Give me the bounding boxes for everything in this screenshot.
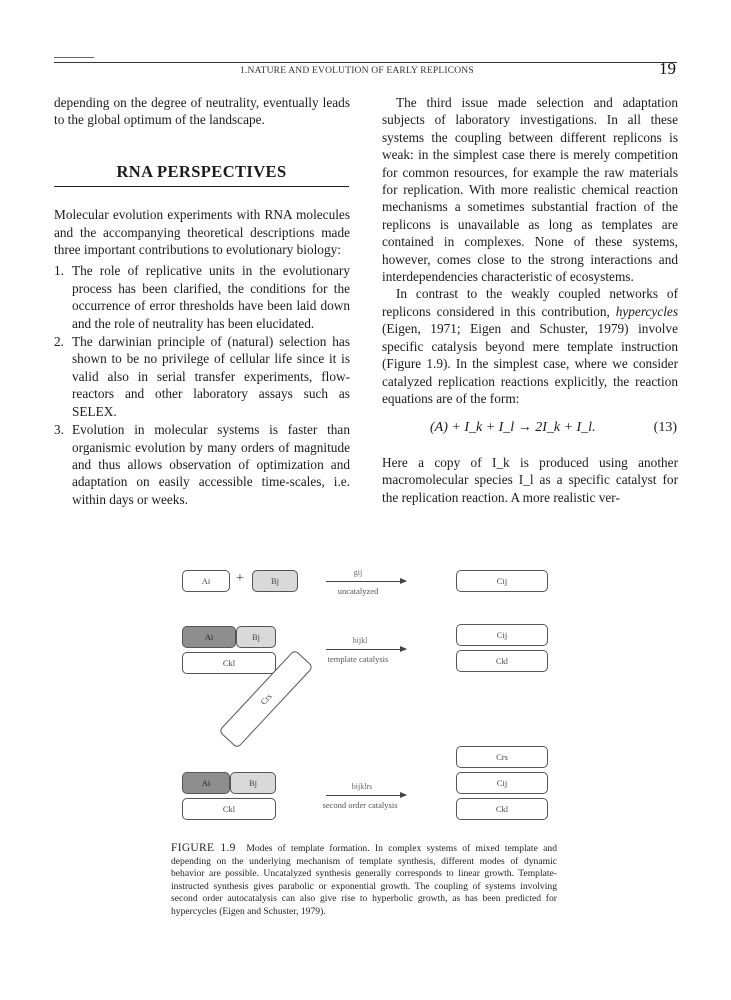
list-item-number: 1. xyxy=(54,263,64,279)
section-title: RNA PERSPECTIVES xyxy=(54,163,349,187)
box-crs-product: Crs xyxy=(456,746,548,768)
header-rule-short xyxy=(54,57,94,58)
paragraph-hypercycles xyxy=(382,285,678,407)
list-item-text: Evolution in molecular systems is faster than organismic evolution by many orders of magnitude and thus allows observation of optimization and adaptation on easily accessible time-scales, i.e. within days or weeks. xyxy=(72,422,350,507)
rate-label-second-order: bijklrs xyxy=(351,782,373,791)
reaction-arrow xyxy=(326,649,406,650)
reaction-arrow xyxy=(326,795,406,796)
paragraph-coupling: The third issue made selection and adaptation subjects of laboratory investigations. In all these systems the coupling between different replicons is weak: in the simplest case there is merely competition for common resources, for example the raw materials for replication. With more realistic chemical reaction mechanisms a sometimes substantial fraction of the replicons is unavailable as long as templates are contained in complexes. None of these systems, however, comes close to the strong interactions and interdependencies characteristic of ecosystems. xyxy=(382,95,678,285)
list-item-number: 3. xyxy=(54,422,64,438)
figure-caption-text: Modes of template formation. In complex systems of mixed template and depending on the underlying mechanism of template synthesis, different modes of dynamic behavior are possible. Uncatalyzed synthesis generally corresponds to linear growth. Template-instructed synthesis gives parabolic or exponential growth. The coupling of systems involving second order autocatalysis can also give rise to hyperbolic growth, as has been predicted for hypercycles (Eigen and Schuster, 1979). xyxy=(171,843,558,917)
list-item-text: The darwinian principle of (natural) selection has shown to be no privilege of cellular life since it is valid also in serial transfer experiments, flow-reactors and other laboratory assays such as SELEX. xyxy=(72,334,350,419)
paragraph-hypercycles-post: (Eigen, 1971; Eigen and Schuster, 1979) involve specific catalysis beyond mere template instruction (Figure 1.9). In the simplest case, where we consider catalyzed replication reactions explicitly, the reaction equations are of the form: xyxy=(382,321,678,406)
list-item-number: 2. xyxy=(54,334,64,350)
list-item xyxy=(54,421,350,508)
right-column xyxy=(382,94,678,506)
reaction-arrow xyxy=(326,581,406,582)
box-cij-product: Cij xyxy=(456,624,548,646)
figure-diagram xyxy=(170,560,570,835)
box-ckl-template: Ckl xyxy=(182,652,276,674)
box-bj-template: Bj xyxy=(236,626,276,648)
paragraph-copy: Here a copy of I_k is produced using another macromolecular species I_l as a specific catalyst for the replication reaction. A more realistic ver- xyxy=(382,454,678,505)
figure-caption xyxy=(171,842,557,919)
left-column xyxy=(54,94,350,509)
box-bj-second-order: Bj xyxy=(230,772,276,794)
box-bj: Bj xyxy=(252,570,298,592)
list-item xyxy=(54,333,350,420)
header-rule xyxy=(54,62,677,63)
box-ckl-product: Ckl xyxy=(456,650,548,672)
box-ai-second-order: Ai xyxy=(182,772,230,794)
box-ckl-second-order: Ckl xyxy=(182,798,276,820)
box-cij-product: Cij xyxy=(456,570,548,592)
running-head: 1.NATURE AND EVOLUTION OF EARLY REPLICONS xyxy=(240,66,474,76)
plus-sign: + xyxy=(236,571,244,586)
list-item xyxy=(54,262,350,332)
page-number: 19 xyxy=(659,59,676,78)
box-ai-template: Ai xyxy=(182,626,236,648)
hypercycles-term: hypercycles xyxy=(615,303,678,319)
equation-13 xyxy=(382,419,678,436)
box-crs-tilted: Crs xyxy=(218,649,313,749)
contributions-list xyxy=(54,262,350,508)
box-cij-product: Cij xyxy=(456,772,548,794)
list-item-text: The role of replicative units in the evolutionary process has been clarified, the conditions for the occurrence of error thresholds have been laid down and the role of neutrality has been elucidated. xyxy=(72,263,350,331)
rate-label-template: bijkl xyxy=(352,636,368,645)
label-uncatalyzed: uncatalyzed xyxy=(337,586,379,596)
box-ckl-product: Ckl xyxy=(456,798,548,820)
lead-paragraph: Molecular evolution experiments with RNA molecules and the accompanying theoretical descriptions made three important contributions to evolutionary biology: xyxy=(54,207,350,258)
rate-label-uncatalyzed: gij xyxy=(353,568,363,577)
equation-formula: (A) + I_k + I_l → 2I_k + I_l. xyxy=(430,420,596,436)
figure-label: FIGURE 1.9 xyxy=(171,842,236,854)
intro-paragraph: depending on the degree of neutrality, eventually leads to the global optimum of the landscape. xyxy=(54,95,350,128)
label-template-catalysis: template catalysis xyxy=(327,654,389,664)
spacer xyxy=(54,187,350,206)
label-second-order-catalysis: second order catalysis xyxy=(322,800,398,810)
paragraph-hypercycles-pre: In contrast to the weakly coupled networks of replicons considered in this contribution, xyxy=(382,286,678,319)
box-ai: Ai xyxy=(182,570,230,592)
equation-number: (13) xyxy=(653,420,677,436)
